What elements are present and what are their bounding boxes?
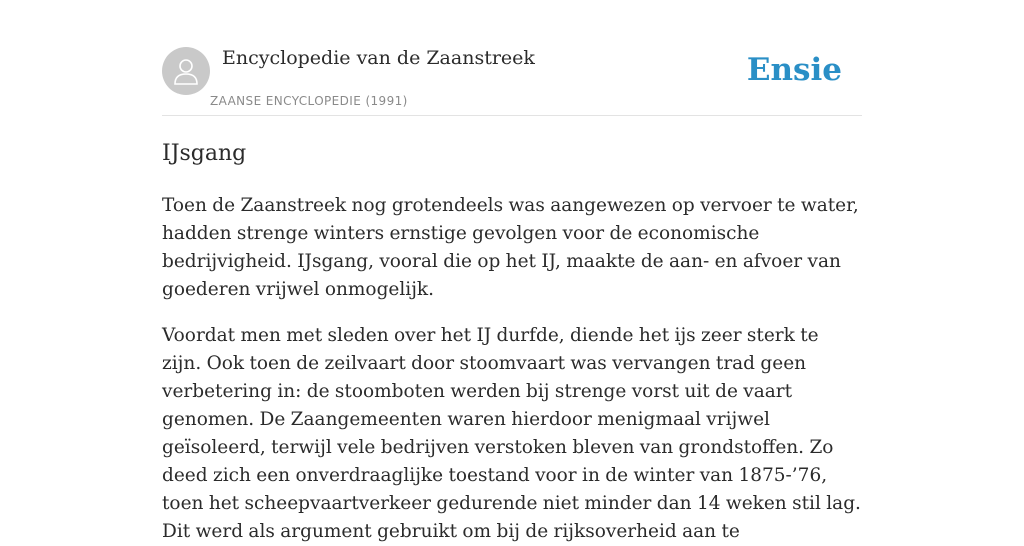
- source-subtitle[interactable]: ZAANSE ENCYCLOPEDIE (1991): [210, 94, 408, 108]
- article-title: IJsgang: [162, 141, 247, 166]
- avatar[interactable]: [162, 47, 210, 95]
- source-header: [162, 0, 862, 116]
- source-title[interactable]: Encyclopedie van de Zaanstreek: [222, 47, 535, 69]
- article-paragraph-2: Voordat men met sleden over het IJ durfde, diende het ijs zeer sterk te zijn. Ook toen de zeilvaart door stoomvaart was vervangen trad geen verbetering in: de stoomboten werden bij strenge vorst uit de vaart genomen. De Zaangemeenten waren hierdoor menigmaal vrijwel geïsoleerd, terwijl vele bedrijven verstoken bleven van grondstoffen. Zo deed zich een onverdraaglijke toestand voor in de winter van 1875-’76, toen het scheepvaartverkeer gedurende niet minder dan 14 weken stil lag. Dit werd als argument gebruikt om bij de rijksoverheid aan te: [162, 325, 861, 542]
- user-icon: [172, 56, 200, 86]
- ensie-logo[interactable]: Ensie: [746, 52, 842, 88]
- article: [162, 138, 862, 546]
- article-paragraph-1: Toen de Zaanstreek nog grotendeels was aangewezen op vervoer te water, hadden strenge winters ernstige gevolgen voor de economische bedrijvigheid. IJsgang, vooral die op het IJ, maakte de aan- en afvoer van goederen vrijwel onmogelijk.: [162, 195, 859, 300]
